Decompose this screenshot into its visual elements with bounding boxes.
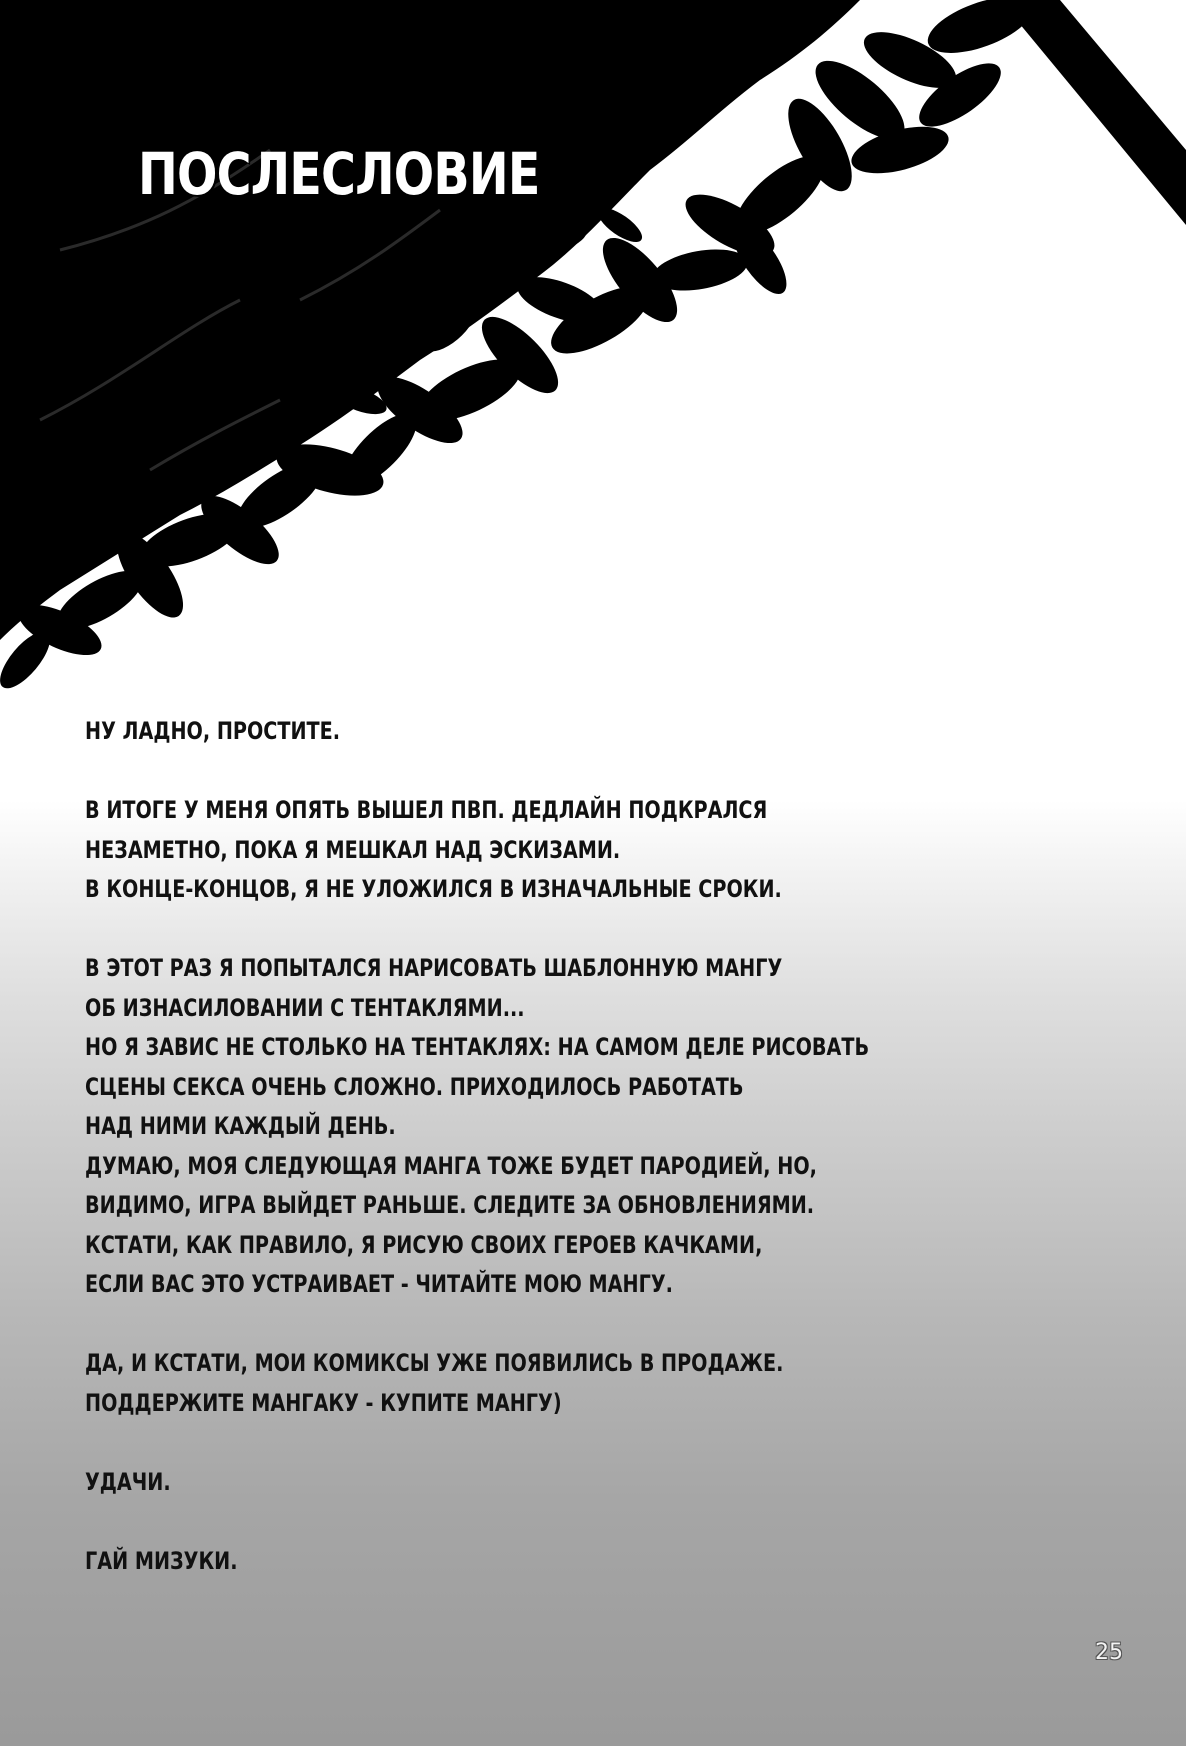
paragraph [85,712,1085,752]
paragraph [85,1463,1085,1503]
text-line: ОБ ИЗНАСИЛОВАНИИ С ТЕНТАКЛЯМИ... [85,993,525,1022]
signature [85,1542,1085,1582]
text-line: ГАЙ МИЗУКИ. [85,1546,238,1575]
text-line: НЕЗАМЕТНО, ПОКА Я МЕШКАЛ НАД ЭСКИЗАМИ. [85,835,621,864]
text-line: В КОНЦЕ-КОНЦОВ, Я НЕ УЛОЖИЛСЯ В ИЗНАЧАЛЬНЫЕ СРОКИ. [85,875,782,903]
text-line: В ЭТОТ РАЗ Я ПОПЫТАЛСЯ НАРИСОВАТЬ ШАБЛОННУЮ МАНГУ [85,954,783,982]
text-line: ПОДДЕРЖИТЕ МАНГАКУ - КУПИТЕ МАНГУ) [85,1388,562,1417]
page-number: 25 [1095,1640,1123,1665]
text-line: НО Я ЗАВИС НЕ СТОЛЬКО НА ТЕНТАКЛЯХ: НА САМОМ ДЕЛЕ РИСОВАТЬ [85,1033,870,1061]
paragraph [85,1344,1085,1423]
text-line: НАД НИМИ КАЖДЫЙ ДЕНЬ. [85,1112,396,1140]
paragraph [85,949,1085,1305]
text-line: КСТАТИ, КАК ПРАВИЛО, Я РИСУЮ СВОИХ ГЕРОЕВ КАЧКАМИ, [85,1230,763,1259]
text-line: ДУМАЮ, МОЯ СЛЕДУЮЩАЯ МАНГА ТОЖЕ БУДЕТ ПАРОДИЕЙ, НО, [85,1151,817,1180]
paragraph [85,791,1085,910]
text-line: ЕСЛИ ВАС ЭТО УСТРАИВАЕТ - ЧИТАЙТЕ МОЮ МАНГУ. [85,1270,673,1298]
text-line: ВИДИМО, ИГРА ВЫЙДЕТ РАНЬШЕ. СЛЕДИТЕ ЗА ОБНОВЛЕНИЯМИ. [85,1191,815,1219]
text-line: В ИТОГЕ У МЕНЯ ОПЯТЬ ВЫШЕЛ ПВП. ДЕДЛАЙН ПОДКРАЛСЯ [85,796,768,824]
text-line: НУ ЛАДНО, ПРОСТИТЕ. [85,717,341,745]
text-line: СЦЕНЫ СЕКСА ОЧЕНЬ СЛОЖНО. ПРИХОДИЛОСЬ РАБОТАТЬ [85,1072,744,1101]
text-line: УДАЧИ. [85,1467,171,1496]
text-line: ДА, И КСТАТИ, МОИ КОМИКСЫ УЖЕ ПОЯВИЛИСЬ В ПРОДАЖЕ. [85,1349,784,1377]
afterword-text [85,712,1085,1621]
page-title: ПОСЛЕСЛОВИЕ [138,140,540,208]
